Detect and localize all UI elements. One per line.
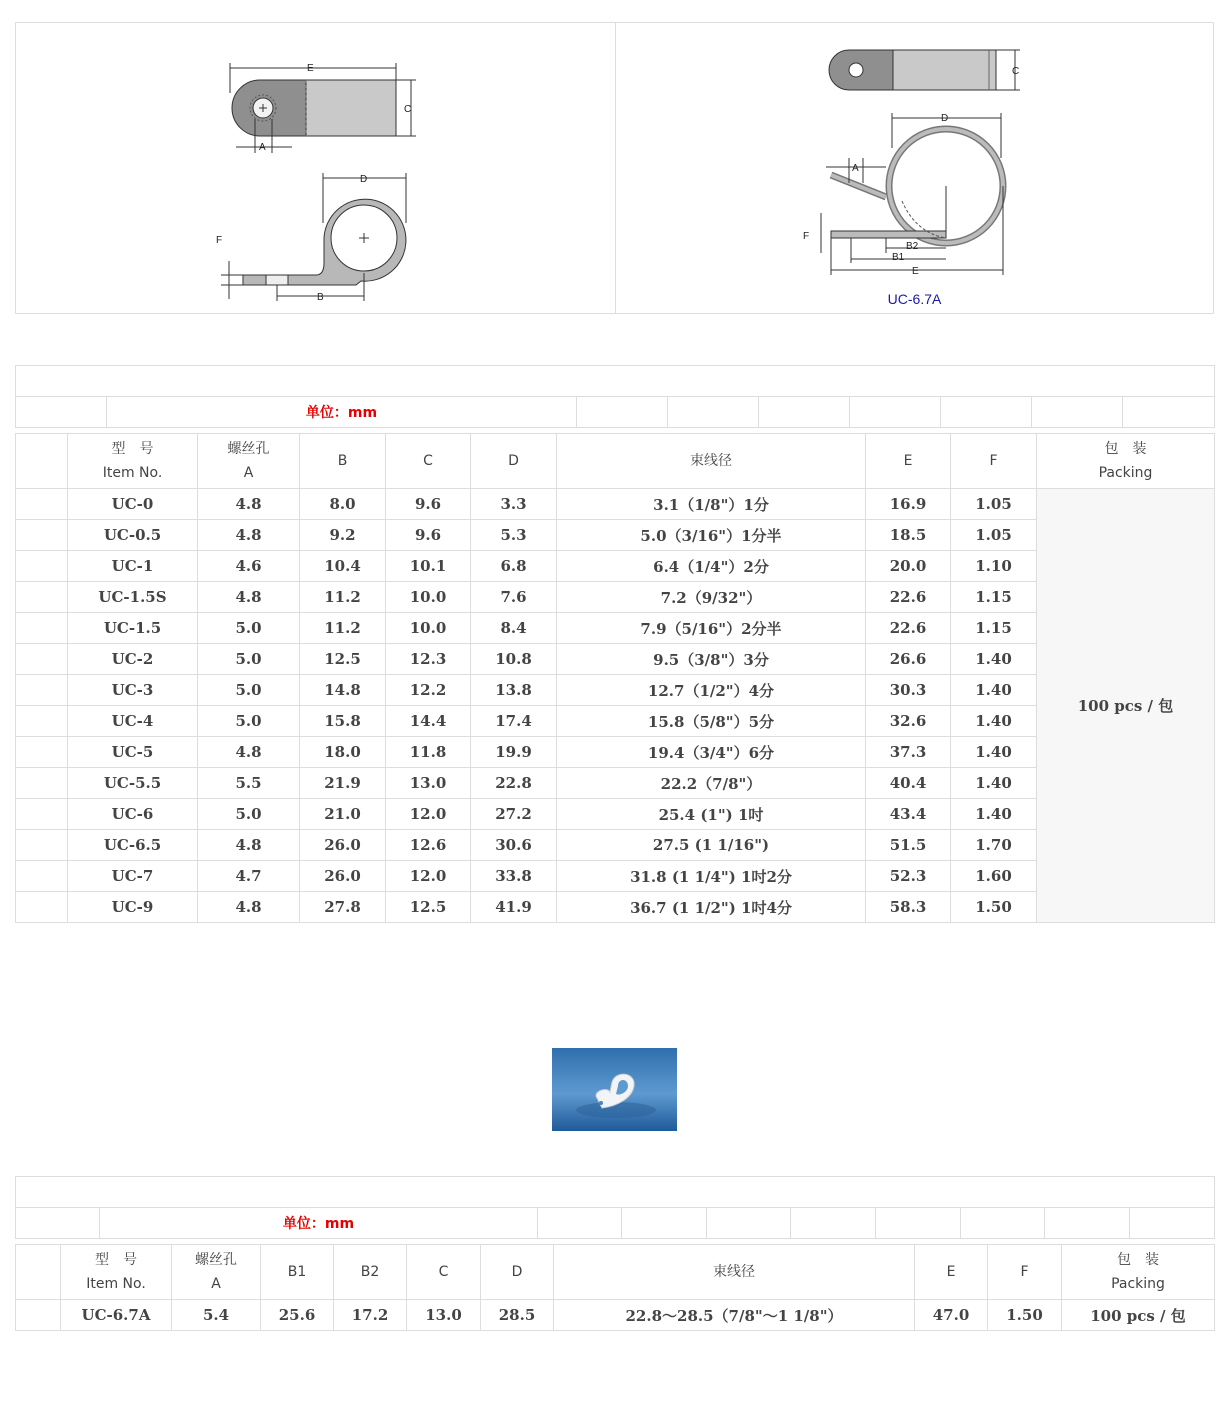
table-row [16,551,1215,582]
col-f: F [951,434,1037,489]
cell-f: 1.40 [951,675,1037,706]
cell-a: 5.0 [198,706,300,737]
cell-item: UC-6.7A [61,1300,172,1331]
cell-f: 1.70 [951,830,1037,861]
cell-f: 1.50 [951,892,1037,923]
cell-a: 4.8 [198,892,300,923]
cell-bundle: 7.9（5/16"）2分半 [557,613,866,644]
cell-f: 1.15 [951,582,1037,613]
cell-b: 14.8 [300,675,386,706]
cell-f: 1.40 [951,644,1037,675]
cell-e: 52.3 [866,861,951,892]
cell-a: 4.8 [198,520,300,551]
cell-d: 22.8 [471,768,557,799]
cell-b1: 25.6 [261,1300,334,1331]
cell-b: 10.4 [300,551,386,582]
cell-item: UC-1.5 [68,613,198,644]
table1-caption [15,365,1215,428]
cell-e: 30.3 [866,675,951,706]
cell-b: 9.2 [300,520,386,551]
cell-b: 12.5 [300,644,386,675]
col-d: D [481,1245,554,1300]
cell-bundle: 19.4（3/4"）6分 [557,737,866,768]
cell-bundle: 25.4 (1") 1吋 [557,799,866,830]
dim-label-c: C [1012,66,1020,77]
cell-item: UC-5 [68,737,198,768]
col-c: C [407,1245,481,1300]
cell-f: 1.40 [951,737,1037,768]
cell-packing: 100 pcs / 包 [1062,1300,1215,1331]
cell-c: 13.0 [386,768,471,799]
table-row [16,613,1215,644]
cell-item: UC-3 [68,675,198,706]
cell-b: 27.8 [300,892,386,923]
cell-item: UC-5.5 [68,768,198,799]
cell-item: UC-7 [68,861,198,892]
table-row [16,861,1215,892]
table2-caption [15,1176,1215,1239]
cell-d: 19.9 [471,737,557,768]
col-item: 型 号 Item No. [68,434,198,489]
col-bundle: 束线径 [557,434,866,489]
cell-a: 5.0 [198,799,300,830]
cell-packing: 100 pcs / 包 [1037,489,1215,923]
col-b: B [300,434,386,489]
spec-table-uc-6-7a [15,1244,1215,1331]
cell-c: 9.6 [386,489,471,520]
cell-e: 58.3 [866,892,951,923]
cell-a: 5.4 [172,1300,261,1331]
cell-d: 6.8 [471,551,557,582]
side-view [803,113,1003,277]
dim-label-f: F [803,231,810,242]
table-row [16,830,1215,861]
cell-d: 17.4 [471,706,557,737]
cell-item: UC-1.5S [68,582,198,613]
cell-e: 37.3 [866,737,951,768]
diagram-uc-6-7a [616,23,1213,313]
cell-e: 16.9 [866,489,951,520]
unit-label: 单位：mm [107,397,577,428]
table-row [16,675,1215,706]
cell-a: 4.8 [198,582,300,613]
cell-item: UC-9 [68,892,198,923]
col-item: 型 号 Item No. [61,1245,172,1300]
cell-bundle: 7.2（9/32"） [557,582,866,613]
cell-e: 18.5 [866,520,951,551]
diagram-uc-series [16,23,616,313]
cell-bundle: 22.2（7/8"） [557,768,866,799]
cell-f: 1.60 [951,861,1037,892]
cell-a: 5.0 [198,613,300,644]
cell-d: 30.6 [471,830,557,861]
cell-c: 10.1 [386,551,471,582]
top-view [829,50,1020,90]
cell-e: 51.5 [866,830,951,861]
cell-a: 4.7 [198,861,300,892]
cell-a: 4.8 [198,830,300,861]
cell-bundle: 15.8（5/8"）5分 [557,706,866,737]
cell-e: 26.6 [866,644,951,675]
cell-e: 22.6 [866,613,951,644]
cell-c: 13.0 [407,1300,481,1331]
cell-b: 15.8 [300,706,386,737]
table-row [16,737,1215,768]
cell-a: 4.6 [198,551,300,582]
cell-e: 22.6 [866,582,951,613]
cell-bundle: 12.7（1/2"）4分 [557,675,866,706]
unit-label: 单位：mm [100,1208,538,1239]
col-e: E [915,1245,988,1300]
cell-e: 47.0 [915,1300,988,1331]
col-b1: B1 [261,1245,334,1300]
cell-e: 43.4 [866,799,951,830]
cell-bundle: 27.5 (1 1/16") [557,830,866,861]
table-row [16,706,1215,737]
cell-bundle: 6.4（1/4"）2分 [557,551,866,582]
cell-b: 11.2 [300,613,386,644]
cell-item: UC-2 [68,644,198,675]
table-row [16,644,1215,675]
cell-b: 11.2 [300,582,386,613]
dim-label-b1: B1 [892,252,905,263]
diagram-panel [15,22,1214,314]
dim-label-e: E [307,63,314,74]
col-f: F [988,1245,1062,1300]
cell-a: 4.8 [198,737,300,768]
cell-d: 10.8 [471,644,557,675]
spec-table-uc [15,433,1215,923]
cell-b: 21.0 [300,799,386,830]
header-row [16,1245,1215,1300]
col-b2: B2 [334,1245,407,1300]
cell-c: 12.0 [386,861,471,892]
cell-d: 5.3 [471,520,557,551]
cell-c: 14.4 [386,706,471,737]
cell-c: 12.2 [386,675,471,706]
col-e: E [866,434,951,489]
col-c: C [386,434,471,489]
dim-label-b2: B2 [906,241,919,252]
cell-d: 7.6 [471,582,557,613]
col-d: D [471,434,557,489]
cell-d: 28.5 [481,1300,554,1331]
table-row [16,489,1215,520]
cell-c: 12.3 [386,644,471,675]
cell-f: 1.05 [951,520,1037,551]
cell-item: UC-6 [68,799,198,830]
cell-c: 9.6 [386,520,471,551]
cell-item: UC-1 [68,551,198,582]
cell-c: 11.8 [386,737,471,768]
cell-e: 20.0 [866,551,951,582]
cell-b: 8.0 [300,489,386,520]
table-row [16,892,1215,923]
col-bundle: 束线径 [554,1245,915,1300]
col-a: 螺丝孔 A [198,434,300,489]
dim-label-e: E [912,266,919,277]
uc-6-7a-drawing [616,23,1214,313]
cell-c: 12.5 [386,892,471,923]
cell-b: 26.0 [300,830,386,861]
product-photo [552,1048,677,1131]
cell-a: 5.0 [198,644,300,675]
cell-d: 13.8 [471,675,557,706]
cell-item: UC-4 [68,706,198,737]
table-row [16,799,1215,830]
cell-f: 1.15 [951,613,1037,644]
cell-bundle: 3.1（1/8"）1分 [557,489,866,520]
cell-d: 8.4 [471,613,557,644]
dim-label-a: A [259,142,266,153]
cell-b: 21.9 [300,768,386,799]
diagram-caption: UC-6.7A [887,291,942,307]
dim-label-d: D [941,113,949,124]
cell-e: 40.4 [866,768,951,799]
cell-item: UC-6.5 [68,830,198,861]
cell-c: 10.0 [386,582,471,613]
cell-f: 1.10 [951,551,1037,582]
dim-label-a: A [852,163,859,174]
cell-item: UC-0.5 [68,520,198,551]
top-view [230,63,416,153]
cell-e: 32.6 [866,706,951,737]
table-row [16,520,1215,551]
col-packing: 包 装 Packing [1062,1245,1215,1300]
cell-c: 12.0 [386,799,471,830]
cell-bundle: 5.0（3/16"）1分半 [557,520,866,551]
uc-series-drawing [16,23,614,313]
cell-d: 3.3 [471,489,557,520]
cell-d: 41.9 [471,892,557,923]
cell-c: 12.6 [386,830,471,861]
table-row [16,582,1215,613]
cell-bundle: 9.5（3/8"）3分 [557,644,866,675]
table-row [16,768,1215,799]
cell-b: 18.0 [300,737,386,768]
dim-label-d: D [360,174,368,185]
dim-label-f: F [216,235,223,246]
side-view [216,173,406,303]
cell-bundle: 31.8 (1 1/4") 1吋2分 [557,861,866,892]
cell-b2: 17.2 [334,1300,407,1331]
cell-f: 1.40 [951,706,1037,737]
table-row [16,1300,1215,1331]
cell-bundle: 36.7 (1 1/2") 1吋4分 [557,892,866,923]
cell-d: 33.8 [471,861,557,892]
cell-f: 1.40 [951,768,1037,799]
cell-f: 1.40 [951,799,1037,830]
dim-label-c: C [404,104,412,115]
cell-b: 26.0 [300,861,386,892]
cell-item: UC-0 [68,489,198,520]
cell-d: 27.2 [471,799,557,830]
cell-a: 4.8 [198,489,300,520]
col-packing: 包 装 Packing [1037,434,1215,489]
cell-c: 10.0 [386,613,471,644]
cell-a: 5.5 [198,768,300,799]
dim-label-b: B [317,292,324,303]
cell-a: 5.0 [198,675,300,706]
cell-f: 1.05 [951,489,1037,520]
cell-bundle: 22.8～28.5（7/8"～1 1/8"） [554,1300,915,1331]
col-a: 螺丝孔 A [172,1245,261,1300]
cell-f: 1.50 [988,1300,1062,1331]
header-row [16,434,1215,489]
